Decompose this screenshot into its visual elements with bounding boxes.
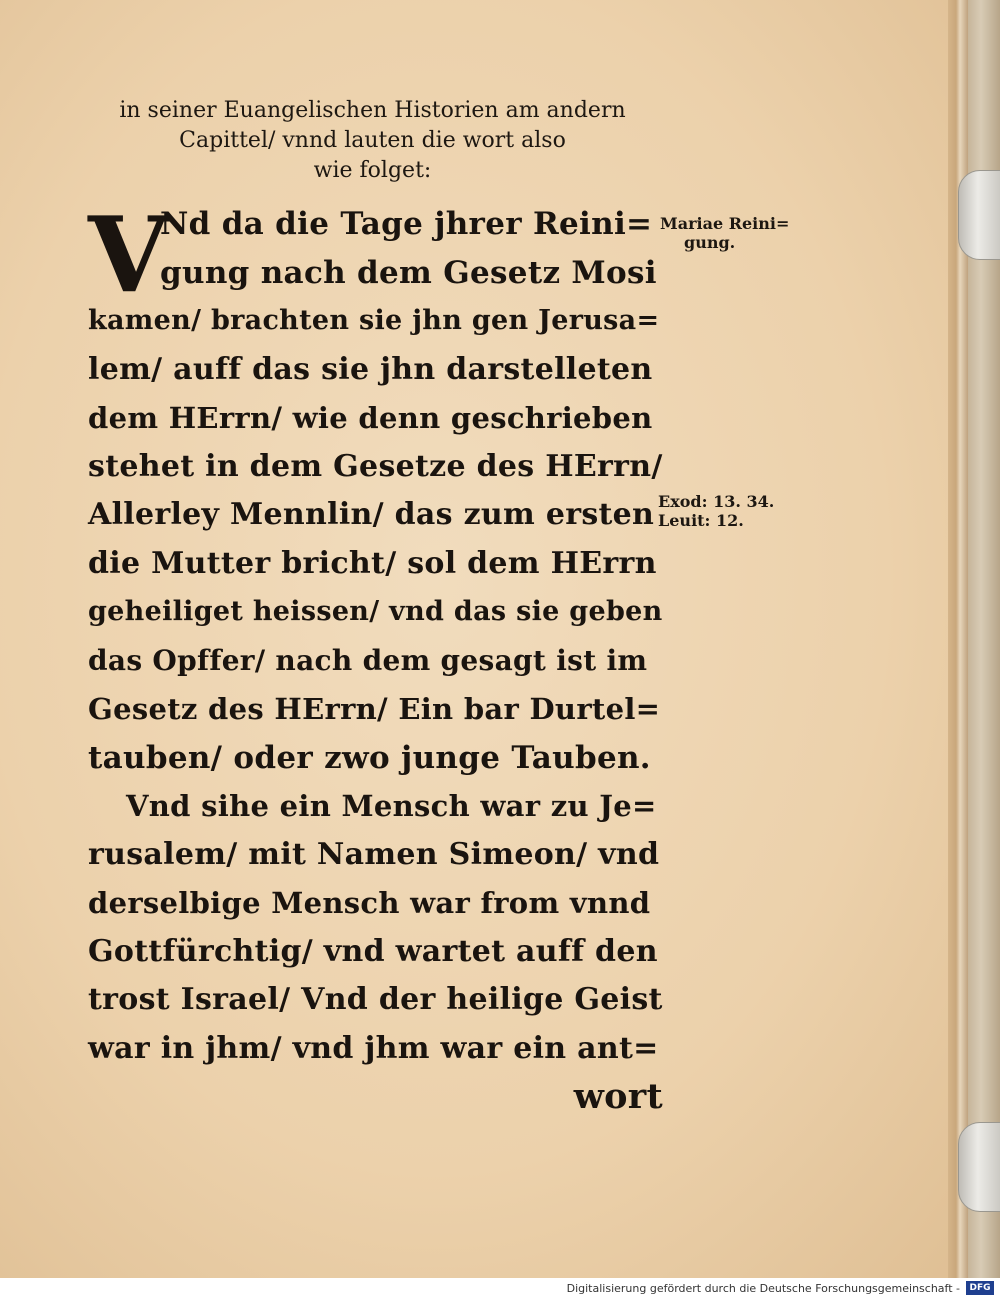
text-line: stehet in dem Gesetze des HErrn/ — [88, 448, 663, 484]
text-line: derselbige Mensch war from vnnd — [88, 886, 651, 920]
page-clip-bottom — [958, 1122, 1000, 1212]
text-line: trost Israel/ Vnd der heilige Geist — [88, 982, 663, 1017]
text-line: dem HErrn/ wie denn geschrieben — [88, 401, 653, 435]
text-line: Gesetz des HErrn/ Ein bar Durtel= — [88, 692, 661, 726]
page-clip-top — [958, 170, 1000, 260]
intro-line: Capittel/ vnnd lauten die wort also — [179, 128, 566, 153]
margin-note-exodus — [658, 492, 774, 530]
text-line: war in jhm/ vnd jhm war ein ant= — [88, 1030, 659, 1066]
drop-cap: V — [88, 193, 169, 316]
margin-note-mariae — [660, 214, 789, 252]
text-line: Gottfürchtig/ vnd wartet auff den — [88, 933, 658, 969]
text-line: Allerley Mennlin/ das zum ersten — [88, 497, 655, 532]
footer-credit: Digitalisierung gefördert durch die Deutsche Forschungsgemeinschaft - — [566, 1282, 960, 1295]
text-line: lem/ auff das sie jhn darstelleten — [88, 351, 653, 387]
main-text-block — [88, 193, 663, 1122]
text-line: kamen/ brachten sie jhn gen Jerusa= — [88, 305, 660, 336]
text-line: das Opffer/ nach dem gesagt ist im — [88, 643, 648, 677]
text-line: Vnd sihe ein Mensch war zu Je= — [126, 789, 657, 823]
intro-line: wie folget: — [313, 158, 432, 183]
intro-heading — [110, 96, 635, 186]
text-line: gung nach dem Gesetz Mosi — [160, 254, 657, 291]
text-line: die Mutter bricht/ sol dem HErrn — [88, 545, 657, 581]
text-line: rusalem/ mit Namen Simeon/ vnd — [88, 836, 660, 872]
text-line: geheiliget heissen/ vnd das sie geben — [88, 596, 663, 627]
text-line: Nd da die Tage jhrer Reini= — [160, 206, 653, 242]
margin-note-line: Mariae Reini= — [660, 214, 790, 233]
intro-line: in seiner Euangelischen Historien am andern — [119, 98, 626, 123]
margin-note-line: gung. — [684, 233, 736, 252]
digitization-footer — [0, 1278, 1000, 1298]
margin-note-line: Exod: 13. 34. — [658, 492, 775, 511]
margin-note-line: Leuit: 12. — [658, 511, 744, 530]
text-line: tauben/ oder zwo junge Tauben. — [88, 739, 651, 776]
catchword: wort — [573, 1076, 663, 1117]
dfg-logo-icon: DFG — [966, 1281, 994, 1295]
